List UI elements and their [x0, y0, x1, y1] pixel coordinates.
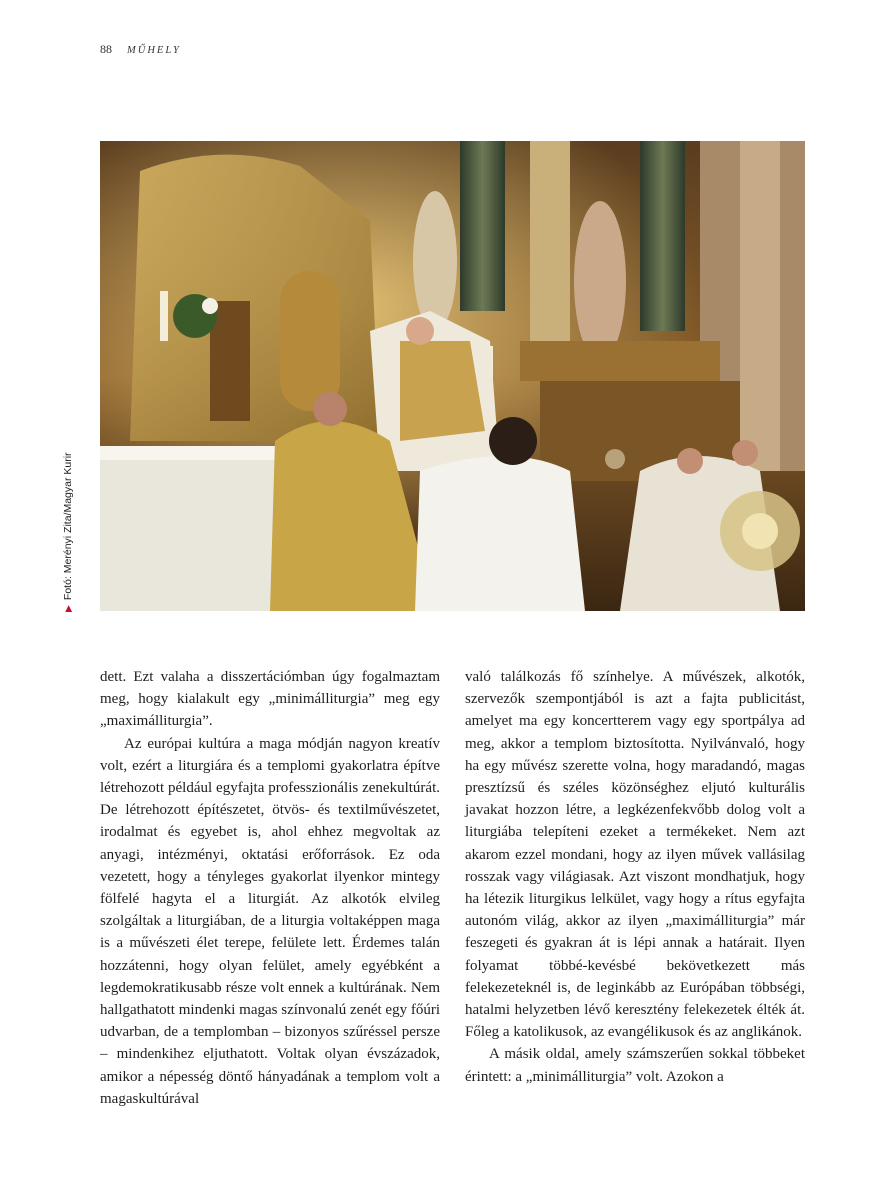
article-right-column — [465, 666, 805, 1088]
photo-credit-text: Fotó: Merényi Zita/Magyar Kurir — [62, 452, 74, 601]
running-header — [100, 42, 181, 57]
photo-credit — [62, 452, 74, 612]
paragraph: A másik oldal, amely számszerűen sokkal többeket érintett: a „minimálliturgia” volt. Azokon a — [465, 1046, 805, 1085]
paragraph: dett. Ezt valaha a disszertációmban úgy fogalmaztam meg, hogy kialakult egy „minimálliturgia” meg egy „maximálliturgia”. — [100, 669, 440, 730]
article-left-column — [100, 666, 440, 1110]
section-title: MŰHELY — [127, 45, 181, 56]
triangle-marker-icon: ▶ — [63, 605, 73, 612]
liturgy-photo — [100, 141, 805, 611]
altar-scene-image — [100, 141, 805, 611]
page-number: 88 — [100, 42, 112, 56]
paragraph: Az európai kultúra a maga módján nagyon kreatív volt, ezért a liturgiára és a templomi gyakorlatra építve létrehozott például egyfajta professzionális zenekultúrát. De létrehozott építészetet, ötvös- és textilművészetet, irodalmat és egyebet is, ahol ehhez megvoltak az anyagi, intézményi, oktatási erőforrások. Ez oda vezetett, hogy a tényleges gyakorlat ilyenkor mintegy fölfelé hagyta el a liturgiát. Az alkotók elvileg szolgáltak a liturgiában, de a liturgia voltaképpen maga is a művészeti élet terepe, felülete lett. Érdemes talán hozzátenni, hogy olyan felület, amely egyébként a legdemokratikusabb része volt ennek a kultúrának. Nem hallgathatott mindenki magas színvonalú zenét egy főúri udvarban, de a templomban – bizonyos szűréssel persze – mindenkihez eljuthatott. Voltak olyan évszázadok, amikor a népesség döntő hányadának a templom volt a magaskultúrával — [100, 735, 440, 1107]
paragraph: való találkozás fő színhelye. A művészek, alkotók, szervezők szempontjából is azt a fajta publicitást, amelyet ma egy koncertterem vagy egy sportpálya ad meg, akkor a templom biztosította. Nyilvánvaló, hogy ha egy művész szerette volna, hogy maradandó, magas presztízsű és széles közönséghez eljutó kulturális javakat hozzon létre, a legkézenfekvőbb dolog volt a liturgiába telepíteni ezeket a termékeket. Nem azt akarom ezzel mondani, hogy az ilyen művek vallásilag rosszak vagy világiasak. Azt viszont mondhatjuk, hogy ha létezik liturgikus lelkület, vagy hogy a rítus egyfajta autonóm világ, akkor az ilyen „maximálliturgia” már feszegeti és gyakran át is lépi annak a határait. Ilyen folyamat többé-kevésbé bekövetkezett más felekezeteknél is, de leginkább az Európában többségi, hatalmi helyzetben lévő keresztény felekezetek élték át. Főleg a katolikusok, az evangélikusok és az anglikánok. — [465, 669, 805, 1041]
